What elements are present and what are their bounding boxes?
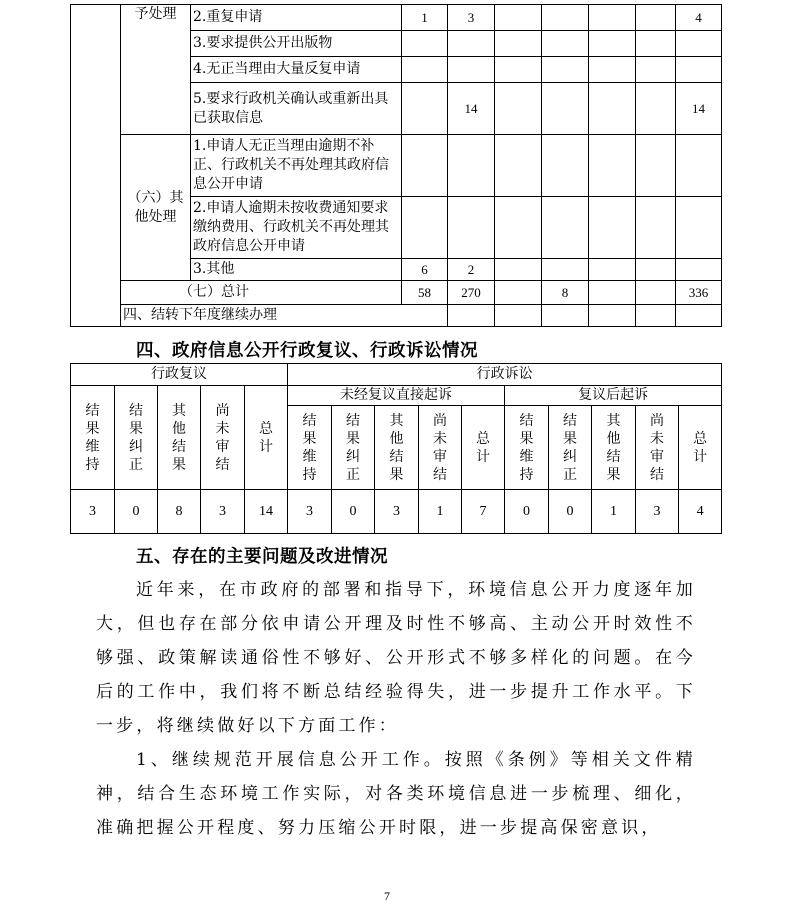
row-label: 3.其他 [191,259,402,281]
col-header: 结 果 维 持 [505,406,549,490]
table-cell: 3 [288,490,332,534]
row-label: 1.申请人无正当理由逾期不补正、行政机关不再处理其政府信息公开申请 [191,135,402,197]
direct-suit-header: 未经复议直接起诉 [288,386,505,406]
col-header: 其 他 结 果 [158,386,201,490]
table-cell [542,5,589,31]
table-cell: 3 [636,490,679,534]
table-cell: 6 [402,259,448,281]
table-cell: 2 [448,259,495,281]
paragraph-measure-1: 1、继续规范开展信息公开工作。按照《条例》等相关文件精神，结合生态环境工作实际，对各类环境信息进一步梳理、细化，准确把握公开程度、努力压缩公开时限，进一步提高保密意识， [96,750,696,838]
other-handling-group: （六）其他处理 [121,135,191,281]
table-cell: 3 [375,490,419,534]
handling-category-cell: 予处理 [121,5,191,135]
col-header: 尚 未 审 结 [636,406,679,490]
category-column [71,5,121,327]
table-cell: 0 [549,490,592,534]
table-cell: 7 [462,490,505,534]
litigation-header: 行政诉讼 [288,364,722,386]
col-header: 结 果 维 持 [71,386,115,490]
review-header: 行政复议 [71,364,288,386]
col-header: 总 计 [245,386,288,490]
row-label: 2.重复申请 [191,5,402,31]
table-cell: 3 [71,490,115,534]
table-cell: 1 [592,490,636,534]
paragraph-problems: 近年来，在市政府的部署和指导下，环境信息公开力度逐年加大，但也存在部分依申请公开理及时性不够高、主动公开时效性不够强、政策解读通俗性不够好、公开形式不够多样化的问题。在今后的工作中，我们将不断总结经验得失，进一步提升工作水平。下一步，将继续做好以下方面工作： [96,580,696,736]
row-label: 4.无正当理由大量反复申请 [191,57,402,83]
table-cell: 3 [201,490,245,534]
table-cell: 1 [419,490,462,534]
table-cell: 3 [448,5,495,31]
col-header: 结 果 纠 正 [549,406,592,490]
col-header: 尚 未 审 结 [419,406,462,490]
col-header: 其 他 结 果 [375,406,419,490]
section-4-title: 四、政府信息公开行政复议、行政诉讼情况 [136,341,478,361]
table-cell: 0 [505,490,549,534]
carry-over-label: 四、结转下年度继续办理 [121,305,448,327]
table-cell: 270 [448,281,495,305]
table-cell: 8 [542,281,589,305]
row-label: 5.要求行政机关确认或重新出具已获取信息 [191,83,402,135]
table-cell: 4 [676,5,722,31]
row-label: 2.申请人逾期未按收费通知要求缴纳费用、行政机关不再处理其政府信息公开申请 [191,197,402,259]
col-header: 尚 未 审 结 [201,386,245,490]
col-header: 结 果 维 持 [288,406,332,490]
col-header: 结 果 纠 正 [332,406,375,490]
table-cell: 336 [676,281,722,305]
col-header: 总 计 [462,406,505,490]
section-5-title: 五、存在的主要问题及改进情况 [136,547,388,567]
table-cell: 14 [676,83,722,135]
table-cell: 0 [115,490,158,534]
total-label: （七）总计 [121,281,402,305]
row-label: 3.要求提供公开出版物 [191,31,402,57]
table-cell: 0 [332,490,375,534]
table-cell: 1 [402,5,448,31]
col-header: 结 果 纠 正 [115,386,158,490]
table-cell: 4 [679,490,722,534]
table-cell: 58 [402,281,448,305]
col-header: 总 计 [679,406,722,490]
table-cell [589,5,636,31]
table-cell: 14 [448,83,495,135]
review-litigation-table [70,363,722,534]
table-cell: 8 [158,490,201,534]
after-review-header: 复议后起诉 [505,386,722,406]
table-cell [495,5,542,31]
application-handling-table [70,4,722,327]
col-header: 其 他 结 果 [592,406,636,490]
table-cell: 14 [245,490,288,534]
page-number: 7 [384,889,390,903]
table-cell [636,5,676,31]
